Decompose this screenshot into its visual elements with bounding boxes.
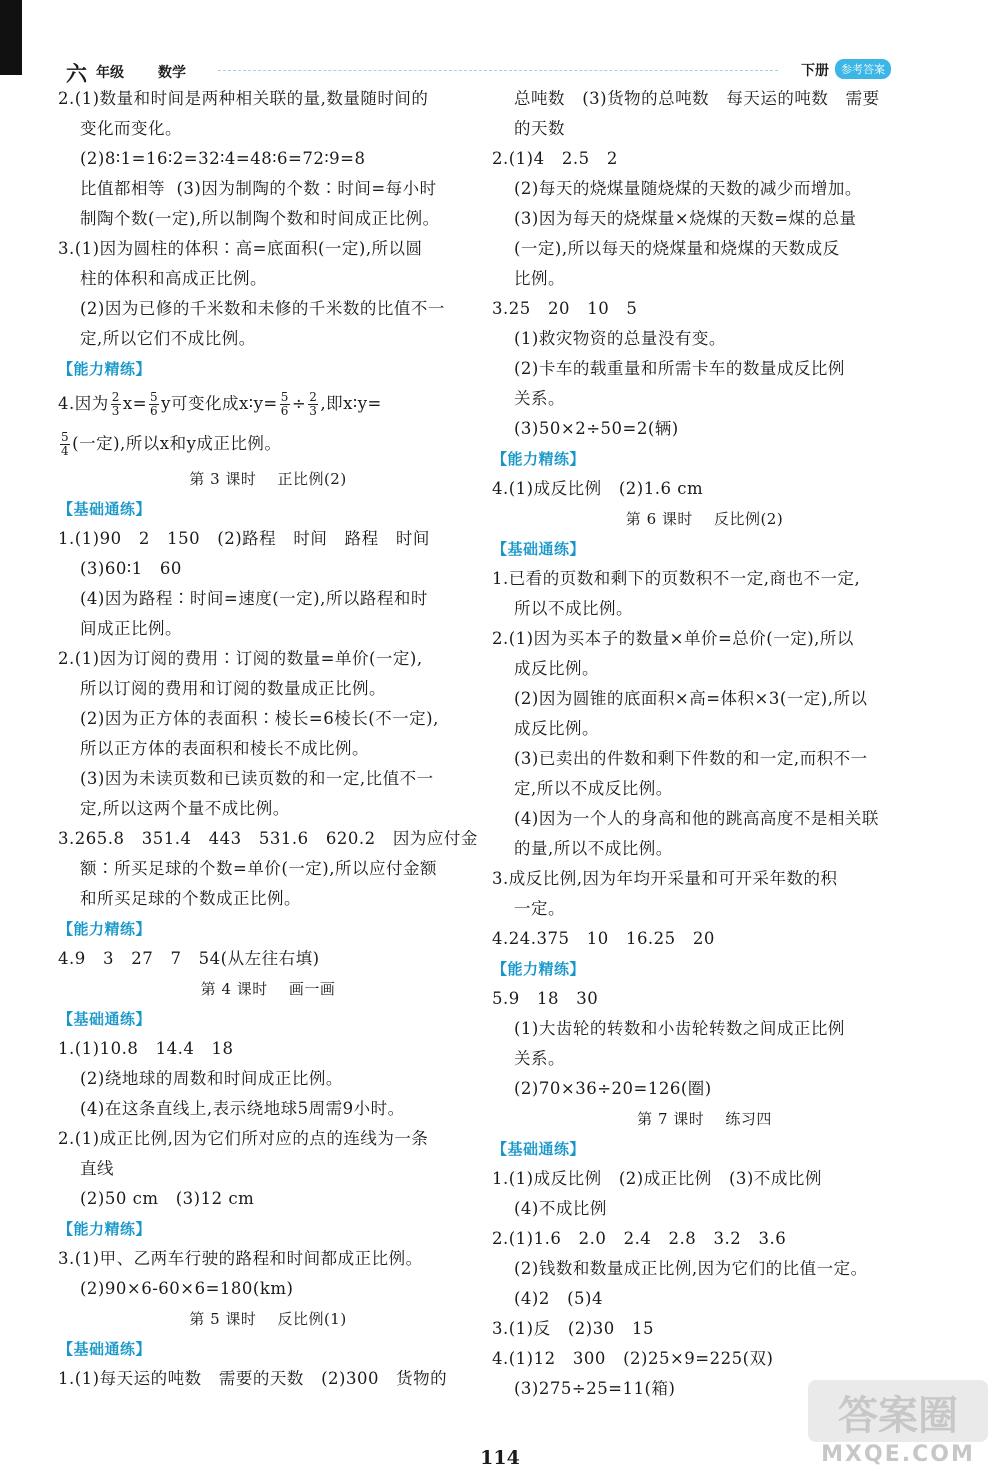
answer-line: 4.(1)12 300 (2)25×9=225(双) [492, 1349, 774, 1368]
answer-line: 所以不成比例。 [514, 599, 633, 618]
answer-line: (3)因为每天的烧煤量×烧煤的天数=煤的总量 [514, 209, 857, 228]
subject-label: 数学 [158, 65, 186, 81]
lesson-title: 第 6 课时 反比例(2) [625, 510, 784, 528]
answer-line: 比例。 [514, 269, 565, 288]
answer-line: (2)因为圆锥的底面积×高=体积×3(一定),所以 [514, 689, 868, 708]
answer-line: (4)在这条直线上,表示绕地球5周需9小时。 [80, 1099, 405, 1118]
section-heading: 【基础通练】 [58, 1010, 152, 1028]
answer-line: 3.265.8 351.4 443 531.6 620.2 因为应付金 [58, 829, 478, 848]
answer-line: (3)因为未读页数和已读页数的和一定,比值不一 [80, 769, 434, 788]
fraction [308, 391, 318, 418]
answer-line: (4)不成比例 [514, 1199, 607, 1218]
answer-line-with-fraction [58, 424, 478, 464]
lesson-title: 第 3 课时 正比例(2) [189, 470, 347, 488]
answer-line: (2)90×6-60×6=180(km) [80, 1279, 294, 1298]
answer-line: 4.9 3 27 7 54(从左往右填) [58, 949, 320, 968]
answer-line: (1)救灾物资的总量没有变。 [514, 329, 726, 348]
lesson-title: 第 5 课时 反比例(1) [189, 1310, 347, 1328]
answer-line: 4.24.375 10 16.25 20 [492, 929, 715, 948]
answer-line: 2.(1)1.6 2.0 2.4 2.8 3.2 3.6 [492, 1229, 787, 1248]
numerator: 2 [111, 390, 120, 404]
answer-line: 直线 [80, 1159, 114, 1178]
answer-line: (3)50×2÷50=2(辆) [514, 419, 679, 438]
answer-line: 1.(1)每天运的吨数 需要的天数 (2)300 货物的 [58, 1369, 448, 1388]
answer-line-with-fractions [58, 384, 478, 424]
answer-line: (2)8∶1=16∶2=32∶4=48∶6=72∶9=8 [80, 149, 366, 168]
answer-line: 2.(1)数量和时间是两种相关联的量,数量随时间的 [58, 89, 429, 108]
answer-line: (2)50 cm (3)12 cm [80, 1189, 255, 1208]
answer-line: 1.(1)成反比例 (2)成正比例 (3)不成比例 [492, 1169, 822, 1188]
answer-line: 变化而变化。 [80, 119, 182, 138]
left-column [58, 84, 478, 1394]
page-edge-shadow [0, 0, 22, 75]
watermark-url: MXQE.COM [821, 1442, 975, 1467]
answer-line: 的天数 [514, 119, 565, 138]
answer-line: 2.(1)成正比例,因为它们所对应的点的连线为一条 [58, 1129, 429, 1148]
answer-line: (1)大齿轮的转数和小齿轮转数之间成正比例 [514, 1019, 845, 1038]
answer-line: (2)70×36÷20=126(圈) [514, 1079, 712, 1098]
answer-line: 3.成反比例,因为年均开采量和可开采年数的积 [492, 869, 838, 888]
answer-line: 比值都相等 (3)因为制陶的个数∶时间=每小时 [80, 179, 437, 198]
answer-line: (3)275÷25=11(箱) [514, 1379, 676, 1398]
section-heading: 【能力精练】 [492, 960, 586, 978]
lesson-title: 第 7 课时 练习四 [637, 1110, 772, 1128]
answer-line: 3.25 20 10 5 [492, 299, 638, 318]
answer-line: (2)绕地球的周数和时间成正比例。 [80, 1069, 343, 1088]
section-heading: 【能力精练】 [58, 360, 152, 378]
text-fragment: ÷ [291, 394, 307, 413]
answer-line: 制陶个数(一定),所以制陶个数和时间成正比例。 [80, 209, 440, 228]
section-heading: 【基础通练】 [58, 1340, 152, 1358]
answer-line: 3.(1)甲、乙两车行驶的路程和时间都成正比例。 [58, 1249, 423, 1268]
answer-line: 2.(1)4 2.5 2 [492, 149, 618, 168]
numerator: 2 [309, 390, 318, 404]
answer-line: 成反比例。 [514, 659, 599, 678]
fraction [111, 391, 121, 418]
watermark-text: 答案圈 [838, 1393, 958, 1439]
text-fragment: 4.因为 [58, 394, 109, 413]
numerator: 5 [61, 430, 70, 444]
answer-line: (2)因为正方体的表面积∶棱长=6棱长(不一定), [80, 709, 439, 728]
answer-line: 总吨数 (3)货物的总吨数 每天运的吨数 需要 [514, 89, 880, 108]
section-heading: 【能力精练】 [492, 450, 586, 468]
answer-line: (一定),所以每天的烧煤量和烧煤的天数成反 [514, 239, 840, 258]
page-header [58, 58, 903, 86]
volume-label: 下册 [801, 63, 829, 79]
answer-line: 柱的体积和高成正比例。 [80, 269, 267, 288]
text-fragment: ,即x∶y= [320, 394, 382, 413]
answer-line: (2)卡车的载重量和所需卡车的数量成反比例 [514, 359, 845, 378]
answer-line: 额∶所买足球的个数=单价(一定),所以应付金额 [80, 859, 437, 878]
grade-label: 年级 [96, 65, 124, 81]
answer-line: 3.(1)反 (2)30 15 [492, 1319, 654, 1338]
right-column [492, 84, 917, 1404]
denominator: 6 [280, 404, 289, 418]
denominator: 3 [309, 404, 318, 418]
answer-line: 定,所以这两个量不成比例。 [80, 799, 290, 818]
section-heading: 【基础通练】 [492, 1140, 586, 1158]
answer-line: (3)60∶1 60 [80, 559, 182, 578]
section-heading: 【基础通练】 [58, 500, 152, 518]
answer-line: 定,所以它们不成比例。 [80, 329, 256, 348]
answer-line: (2)每天的烧煤量随烧煤的天数的减少而增加。 [514, 179, 862, 198]
answer-line: 1.已看的页数和剩下的页数积不一定,商也不一定, [492, 569, 861, 588]
answer-line: 的量,所以不成比例。 [514, 839, 673, 858]
answer-line: 关系。 [514, 389, 565, 408]
answer-line: (4)因为一个人的身高和他的跳高高度不是相关联 [514, 809, 879, 828]
header-divider [218, 70, 778, 71]
lesson-title: 第 4 课时 画一画 [200, 980, 336, 998]
text-fragment: y可变化成x∶y= [161, 394, 278, 413]
denominator: 6 [150, 404, 159, 418]
answer-line: 间成正比例。 [80, 619, 182, 638]
text-fragment: (一定),所以x和y成正比例。 [72, 434, 282, 453]
numerator: 5 [280, 390, 289, 404]
answer-line: 1.(1)90 2 150 (2)路程 时间 路程 时间 [58, 529, 430, 548]
answer-line: 3.(1)因为圆柱的体积∶高=底面积(一定),所以圆 [58, 239, 423, 258]
fraction [280, 391, 290, 418]
answer-line: 一定。 [514, 899, 565, 918]
answer-line: (4)因为路程∶时间=速度(一定),所以路程和时 [80, 589, 428, 608]
section-heading: 【基础通练】 [492, 540, 586, 558]
answer-line: 定,所以不成反比例。 [514, 779, 673, 798]
answer-line: 5.9 18 30 [492, 989, 599, 1008]
denominator: 4 [61, 444, 70, 458]
answer-key-badge: 参考答案 [835, 59, 891, 79]
page-number: 114 [480, 1447, 520, 1469]
answer-line: 2.(1)因为订阅的费用∶订阅的数量=单价(一定), [58, 649, 423, 668]
denominator: 3 [111, 404, 120, 418]
text-fragment: x= [122, 394, 148, 413]
grade-number: 六 [66, 61, 87, 86]
answer-line: 成反比例。 [514, 719, 599, 738]
answer-line: 关系。 [514, 1049, 565, 1068]
answer-line: (2)钱数和数量成正比例,因为它们的比值一定。 [514, 1259, 868, 1278]
answer-line: 1.(1)10.8 14.4 18 [58, 1039, 234, 1058]
watermark-logo [808, 1380, 988, 1472]
fraction [60, 431, 70, 458]
section-heading: 【能力精练】 [58, 1220, 152, 1238]
answer-line: 和所买足球的个数成正比例。 [80, 889, 301, 908]
answer-line: (3)已卖出的件数和剩下件数的和一定,而积不一 [514, 749, 868, 768]
answer-line: 所以正方体的表面积和棱长不成比例。 [80, 739, 369, 758]
answer-line: 2.(1)因为买本子的数量×单价=总价(一定),所以 [492, 629, 854, 648]
section-heading: 【能力精练】 [58, 920, 152, 938]
answer-line: (4)2 (5)4 [514, 1289, 603, 1308]
answer-line: 4.(1)成反比例 (2)1.6 cm [492, 479, 704, 498]
answer-line: 所以订阅的费用和订阅的数量成正比例。 [80, 679, 386, 698]
answer-line: (2)因为已修的千米数和未修的千米数的比值不一 [80, 299, 445, 318]
fraction [149, 391, 159, 418]
numerator: 5 [150, 390, 159, 404]
